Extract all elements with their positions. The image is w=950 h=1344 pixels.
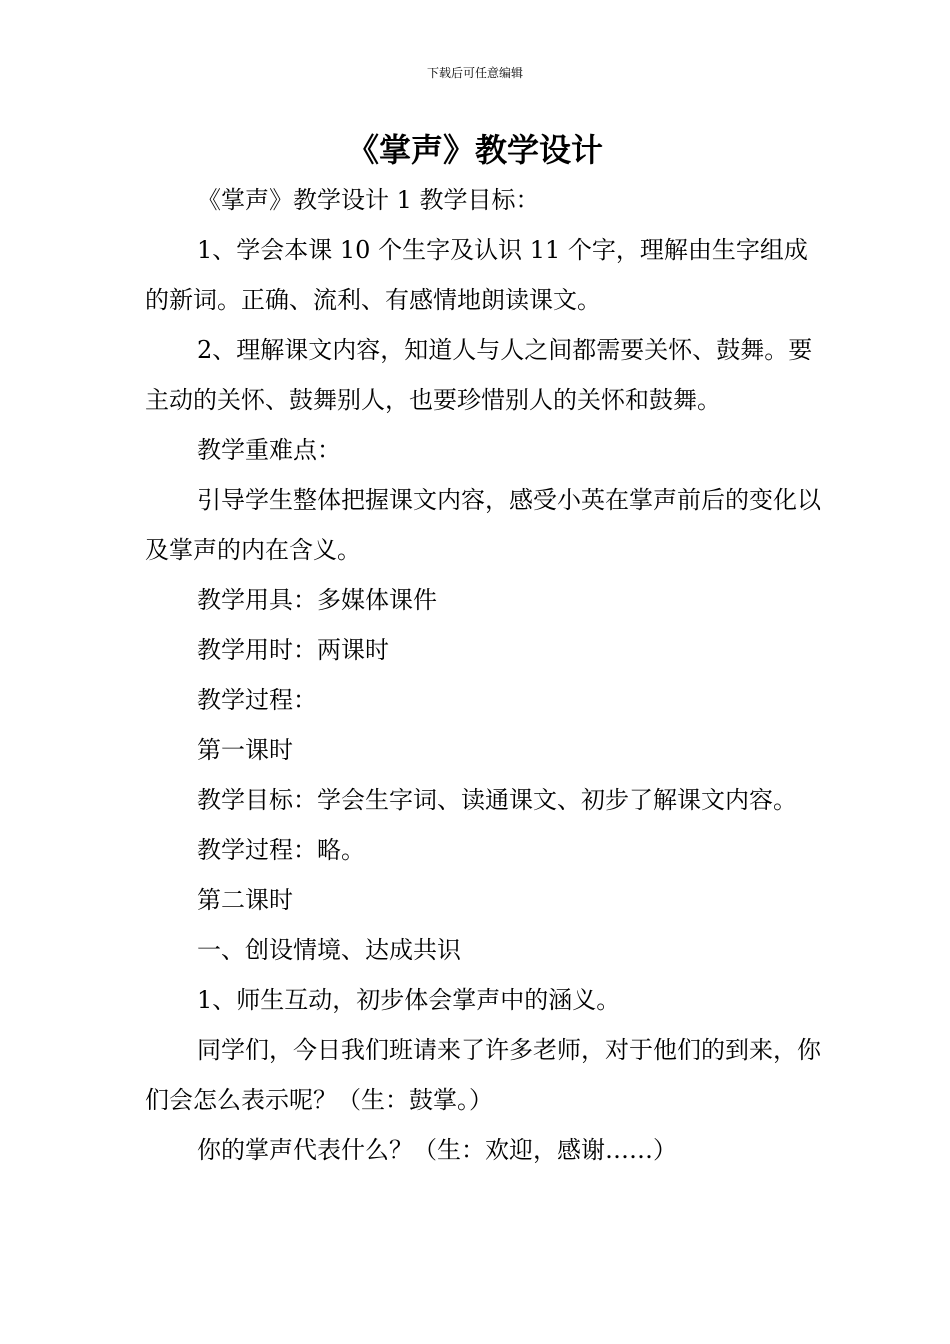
paragraph: 第二课时 [197,886,293,914]
paragraph: 教学重难点： [197,436,341,464]
paragraph: 教学用具：多媒体课件 [197,586,437,614]
paragraph: 教学目标：学会生字词、读通课文、初步了解课文内容。 [197,786,797,814]
paragraph: 2、理解课文内容，知道人与人之间都需要关怀、鼓舞。要主动的关怀、鼓舞别人，也要珍惜别人的关怀和鼓舞。 [145,336,813,414]
paragraph: 一、创设情境、达成共识 [197,936,461,964]
paragraph: 《掌声》教学设计 1 教学目标： [197,186,540,214]
document-title: 《掌声》教学设计 [346,131,603,169]
paragraph: 教学过程： [197,686,317,714]
paragraph: 教学过程：略。 [197,836,365,864]
paragraph: 1、师生互动，初步体会掌声中的涵义。 [197,986,621,1014]
paragraph: 你的掌声代表什么？（生：欢迎，感谢……） [197,1136,677,1164]
header-note: 下载后可任意编辑 [426,66,523,80]
paragraph: 教学用时：两课时 [197,636,389,664]
document-body [145,175,825,1175]
paragraph: 第一课时 [197,736,293,764]
paragraph: 1、学会本课 10 个生字及认识 11 个字，理解由生字组成的新词。正确、流利、有感情地朗读课文。 [145,236,808,314]
paragraph: 引导学生整体把握课文内容，感受小英在掌声前后的变化以及掌声的内在含义。 [145,486,821,564]
paragraph: 同学们，今日我们班请来了许多老师，对于他们的到来，你们会怎么表示呢？（生：鼓掌。） [145,1036,821,1114]
